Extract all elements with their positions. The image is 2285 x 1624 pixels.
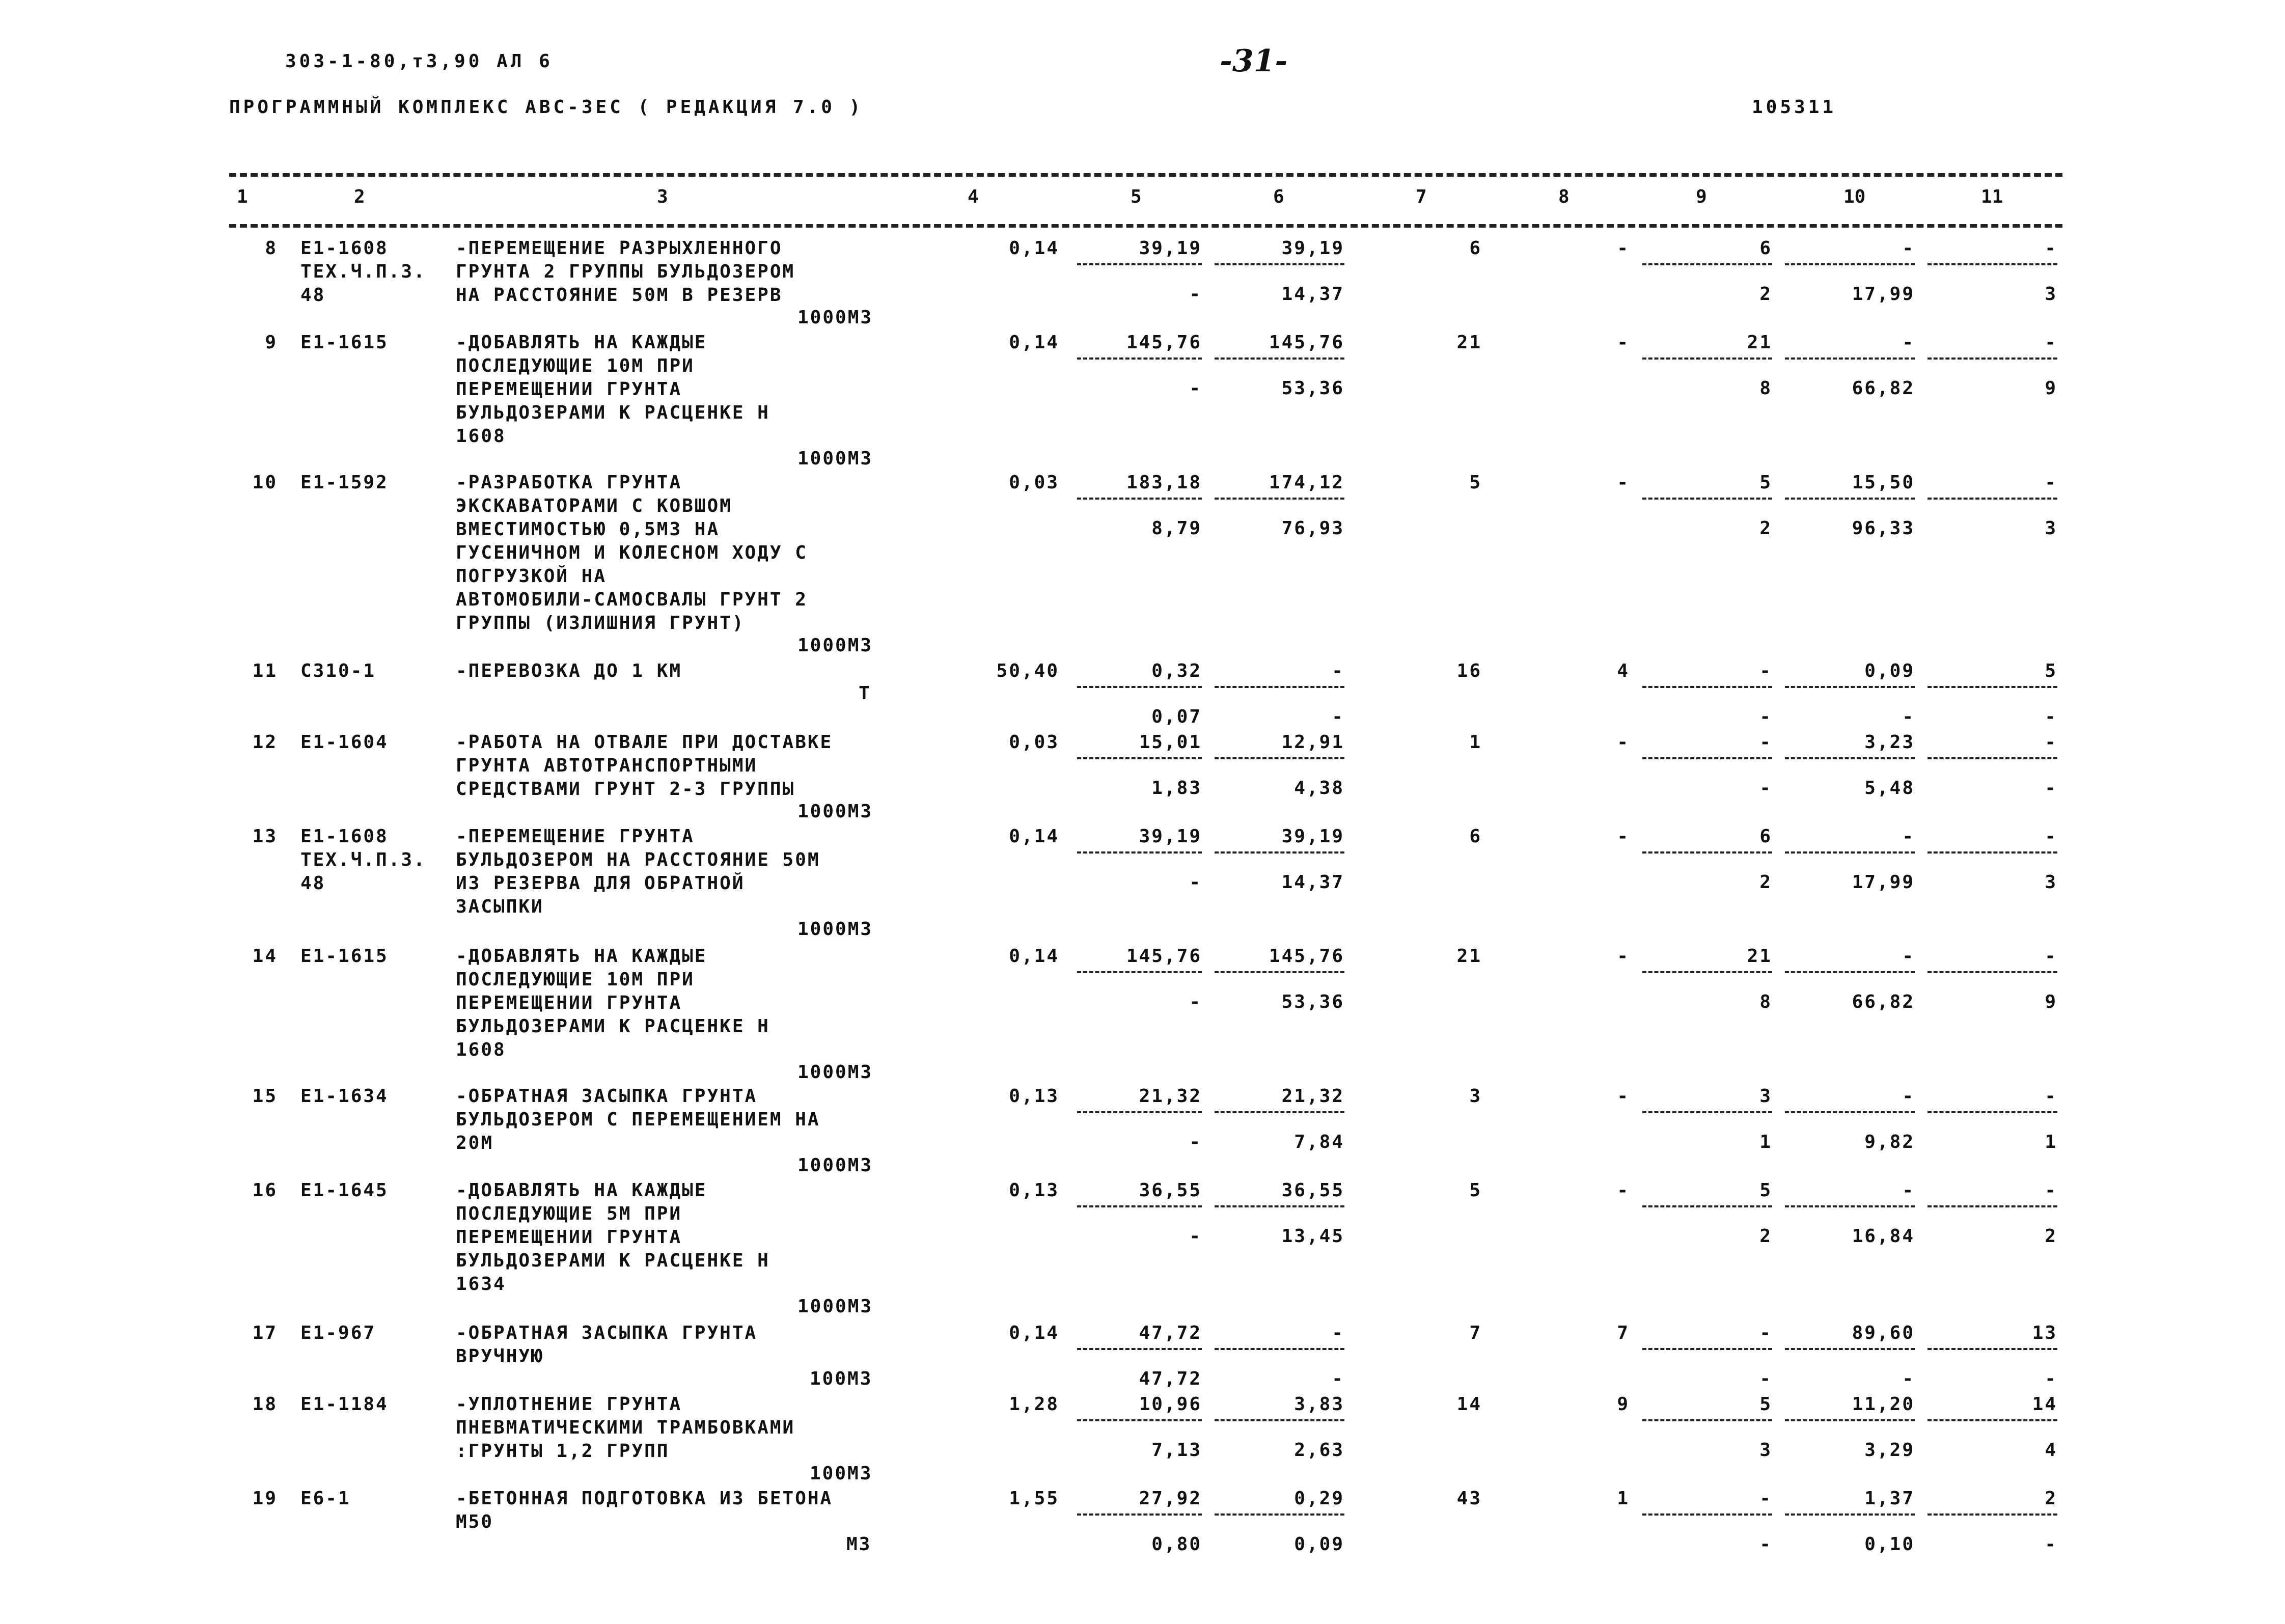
quantity: 0,13 bbox=[1009, 1180, 1059, 1201]
cost-materials: - bbox=[1332, 1368, 1344, 1389]
cost-direct: 0,32 bbox=[1151, 660, 1202, 681]
cell-divider bbox=[1077, 757, 1202, 759]
cell-divider bbox=[1077, 851, 1202, 854]
col-11-lower: 3 bbox=[2045, 284, 2057, 305]
col-7: 1 bbox=[1469, 732, 1482, 753]
measure-unit: 1000М3 bbox=[797, 1062, 873, 1083]
quantity: 1,28 bbox=[1009, 1394, 1059, 1415]
quantity: 0,14 bbox=[1009, 826, 1059, 847]
work-description: -УПЛОТНЕНИЕ ГРУНТА ПНЕВМАТИЧЕСКИМИ ТРАМБОВКАМИ :ГРУНТЫ 1,2 ГРУПП bbox=[456, 1394, 795, 1462]
col-10-lower: 0,10 bbox=[1864, 1534, 1915, 1555]
cell-divider bbox=[1785, 1348, 1915, 1350]
col-9-lower: - bbox=[1759, 706, 1772, 727]
quantity: 1,55 bbox=[1009, 1488, 1059, 1509]
col-9: 3 bbox=[1759, 1086, 1772, 1107]
col-8: - bbox=[1617, 1086, 1630, 1107]
cell-divider bbox=[1215, 1348, 1344, 1350]
col-11: - bbox=[2045, 472, 2057, 493]
quantity: 0,14 bbox=[1009, 1323, 1059, 1343]
col-11-lower: 3 bbox=[2045, 872, 2057, 893]
col-11-lower: - bbox=[2045, 1534, 2057, 1555]
work-description: -ОБРАТНАЯ ЗАСЫПКА ГРУНТА ВРУЧНУЮ bbox=[456, 1323, 758, 1367]
col-10-lower: 66,82 bbox=[1852, 378, 1915, 399]
col-9-lower: - bbox=[1759, 778, 1772, 799]
col-7: 21 bbox=[1456, 946, 1482, 967]
cell-divider bbox=[1642, 851, 1772, 854]
cell-divider bbox=[1928, 1419, 2057, 1421]
cell-divider bbox=[1077, 1205, 1202, 1207]
col-10-lower: - bbox=[1902, 706, 1915, 727]
cell-divider bbox=[1642, 686, 1772, 688]
work-code: Е1-1608 ТЕХ.Ч.П.З. 48 bbox=[300, 826, 426, 894]
work-description: -РАБОТА НА ОТВАЛЕ ПРИ ДОСТАВКЕ ГРУНТА АВТОТРАНСПОРТНЫМИ СРЕДСТВАМИ ГРУНТ 2-3 ГРУППЫ bbox=[456, 732, 833, 800]
cell-divider bbox=[1215, 1513, 1344, 1516]
col-9: - bbox=[1759, 660, 1772, 681]
col-9-lower: 1 bbox=[1759, 1132, 1772, 1152]
cell-divider bbox=[1928, 1111, 2057, 1113]
cell-divider bbox=[1077, 1111, 1202, 1113]
cost-materials: 14,37 bbox=[1281, 284, 1344, 305]
measure-unit: 1000М3 bbox=[797, 919, 873, 940]
quantity: 0,03 bbox=[1009, 472, 1059, 493]
cell-divider bbox=[1215, 263, 1344, 265]
col-7: 21 bbox=[1456, 332, 1482, 353]
row-number: 13 bbox=[252, 826, 278, 847]
col-9-lower: 2 bbox=[1759, 518, 1772, 539]
cell-divider bbox=[1077, 971, 1202, 973]
work-description: -ОБРАТНАЯ ЗАСЫПКА ГРУНТА БУЛЬДОЗЕРОМ С ПЕРЕМЕЩЕНИЕМ НА 20М bbox=[456, 1086, 820, 1153]
cell-divider bbox=[1642, 971, 1772, 973]
column-header-9: 9 bbox=[1696, 186, 1707, 207]
wage-operators: 7,13 bbox=[1151, 1440, 1202, 1461]
cell-divider bbox=[1215, 1419, 1344, 1421]
col-8: 9 bbox=[1617, 1394, 1630, 1415]
col-11-lower: 9 bbox=[2045, 378, 2057, 399]
cell-divider bbox=[1785, 1419, 1915, 1421]
cell-divider bbox=[1928, 851, 2057, 854]
row-number: 9 bbox=[265, 332, 278, 353]
col-8: 1 bbox=[1617, 1488, 1630, 1509]
cell-divider bbox=[1077, 686, 1202, 688]
cell-divider bbox=[1785, 686, 1915, 688]
col-11-lower: 9 bbox=[2045, 992, 2057, 1012]
quantity: 0,03 bbox=[1009, 732, 1059, 753]
measure-unit: 100М3 bbox=[810, 1368, 873, 1389]
cell-divider bbox=[1785, 1513, 1915, 1516]
cost-materials: 76,93 bbox=[1281, 518, 1344, 539]
cell-divider bbox=[1785, 851, 1915, 854]
measure-unit: 1000М3 bbox=[797, 801, 873, 822]
col-9-lower: 2 bbox=[1759, 872, 1772, 893]
work-description: -ДОБАВЛЯТЬ НА КАЖДЫЕ ПОСЛЕДУЮЩИЕ 10М ПРИ ПЕРЕМЕЩЕНИИ ГРУНТА БУЛЬДОЗЕРАМИ К РАСЦЕНКЕ Н 1608 bbox=[456, 946, 770, 1060]
col-11: 5 bbox=[2045, 660, 2057, 681]
row-number: 17 bbox=[252, 1323, 278, 1343]
col-11: - bbox=[2045, 946, 2057, 967]
cell-divider bbox=[1785, 498, 1915, 500]
measure-unit: 1000М3 bbox=[797, 635, 873, 656]
col-7: 43 bbox=[1456, 1488, 1482, 1509]
column-header-4: 4 bbox=[968, 186, 979, 207]
column-header-1: 1 bbox=[237, 186, 248, 207]
cell-divider bbox=[1928, 757, 2057, 759]
work-code: Е1-1184 bbox=[300, 1394, 389, 1415]
work-description: -ПЕРЕМЕЩЕНИЕ ГРУНТА БУЛЬДОЗЕРОМ НА РАССТОЯНИЕ 50М ИЗ РЕЗЕРВА ДЛЯ ОБРАТНОЙ ЗАСЫПКИ bbox=[456, 826, 820, 917]
row-number: 10 bbox=[252, 472, 278, 493]
row-number: 19 bbox=[252, 1488, 278, 1509]
table-top-rule bbox=[229, 173, 2062, 177]
col-7: 3 bbox=[1469, 1086, 1482, 1107]
cell-divider bbox=[1785, 971, 1915, 973]
col-10-lower: 9,82 bbox=[1864, 1132, 1915, 1152]
page-number: -31- bbox=[1220, 43, 1288, 79]
wage-operators: - bbox=[1189, 872, 1202, 893]
col-11: - bbox=[2045, 1086, 2057, 1107]
col-8: - bbox=[1617, 946, 1630, 967]
wage-operators: - bbox=[1189, 1226, 1202, 1247]
cell-divider bbox=[1215, 757, 1344, 759]
column-header-5: 5 bbox=[1131, 186, 1142, 207]
wage-operators: 8,79 bbox=[1151, 518, 1202, 539]
column-header-7: 7 bbox=[1416, 186, 1427, 207]
col-11-lower: 2 bbox=[2045, 1226, 2057, 1247]
cell-divider bbox=[1928, 263, 2057, 265]
wage-operators: 0,80 bbox=[1151, 1534, 1202, 1555]
wage-operators: - bbox=[1189, 992, 1202, 1012]
col-7: 6 bbox=[1469, 238, 1482, 259]
col-11: - bbox=[2045, 1180, 2057, 1201]
col-7: 16 bbox=[1456, 660, 1482, 681]
col-11: - bbox=[2045, 732, 2057, 753]
cost-direct: 10,96 bbox=[1139, 1394, 1202, 1415]
cost-machines: - bbox=[1332, 1323, 1344, 1343]
col-11-lower: - bbox=[2045, 706, 2057, 727]
col-9: 21 bbox=[1747, 332, 1772, 353]
col-8: - bbox=[1617, 826, 1630, 847]
measure-unit: Т bbox=[859, 683, 871, 704]
cost-machines: 3,83 bbox=[1294, 1394, 1344, 1415]
cost-machines: 39,19 bbox=[1281, 238, 1344, 259]
cell-divider bbox=[1642, 263, 1772, 265]
work-code: Е6-1 bbox=[300, 1488, 351, 1509]
work-description: -ДОБАВЛЯТЬ НА КАЖДЫЕ ПОСЛЕДУЮЩИЕ 10М ПРИ ПЕРЕМЕЩЕНИИ ГРУНТА БУЛЬДОЗЕРАМИ К РАСЦЕНКЕ Н 1608 bbox=[456, 332, 770, 447]
cell-divider bbox=[1077, 263, 1202, 265]
cell-divider bbox=[1642, 757, 1772, 759]
cost-materials: 53,36 bbox=[1281, 378, 1344, 399]
col-10: 11,20 bbox=[1852, 1394, 1915, 1415]
row-number: 14 bbox=[252, 946, 278, 967]
cell-divider bbox=[1785, 357, 1915, 360]
col-10: 3,23 bbox=[1864, 732, 1915, 753]
work-code: Е1-967 bbox=[300, 1323, 376, 1343]
col-10-lower: 5,48 bbox=[1864, 778, 1915, 799]
cell-divider bbox=[1077, 357, 1202, 360]
cost-materials: 4,38 bbox=[1294, 778, 1344, 799]
row-number: 12 bbox=[252, 732, 278, 753]
col-10-lower: 96,33 bbox=[1852, 518, 1915, 539]
col-9: - bbox=[1759, 1488, 1772, 1509]
col-10: - bbox=[1902, 1086, 1915, 1107]
col-11-lower: - bbox=[2045, 1368, 2057, 1389]
measure-unit: 1000М3 bbox=[797, 1155, 873, 1176]
col-10: 0,09 bbox=[1864, 660, 1915, 681]
wage-operators: - bbox=[1189, 284, 1202, 305]
wage-operators: - bbox=[1189, 1132, 1202, 1152]
col-8: - bbox=[1617, 472, 1630, 493]
column-header-6: 6 bbox=[1273, 186, 1284, 207]
col-11-lower: 4 bbox=[2045, 1440, 2057, 1461]
measure-unit: 1000М3 bbox=[797, 307, 873, 328]
cell-divider bbox=[1642, 1513, 1772, 1516]
cost-direct: 39,19 bbox=[1139, 238, 1202, 259]
cost-machines: 36,55 bbox=[1281, 1180, 1344, 1201]
cell-divider bbox=[1215, 1111, 1344, 1113]
col-10-lower: 66,82 bbox=[1852, 992, 1915, 1012]
cost-direct: 27,92 bbox=[1139, 1488, 1202, 1509]
cell-divider bbox=[1642, 357, 1772, 360]
measure-unit: 1000М3 bbox=[797, 448, 873, 469]
cost-direct: 183,18 bbox=[1126, 472, 1202, 493]
cost-machines: 12,91 bbox=[1281, 732, 1344, 753]
cost-materials: 14,37 bbox=[1281, 872, 1344, 893]
cost-machines: 39,19 bbox=[1281, 826, 1344, 847]
col-11: 14 bbox=[2032, 1394, 2057, 1415]
cell-divider bbox=[1928, 498, 2057, 500]
cell-divider bbox=[1928, 357, 2057, 360]
col-10: 1,37 bbox=[1864, 1488, 1915, 1509]
measure-unit: М3 bbox=[846, 1534, 872, 1555]
col-10: - bbox=[1902, 332, 1915, 353]
cell-divider bbox=[1928, 1205, 2057, 1207]
wage-operators: - bbox=[1189, 378, 1202, 399]
col-10-lower: 16,84 bbox=[1852, 1226, 1915, 1247]
row-number: 16 bbox=[252, 1180, 278, 1201]
col-9: 5 bbox=[1759, 1394, 1772, 1415]
cell-divider bbox=[1785, 263, 1915, 265]
measure-unit: 100М3 bbox=[810, 1463, 873, 1484]
col-8: - bbox=[1617, 238, 1630, 259]
column-header-8: 8 bbox=[1558, 186, 1570, 207]
col-9-lower: 2 bbox=[1759, 1226, 1772, 1247]
column-header-3: 3 bbox=[657, 186, 668, 207]
col-7: 6 bbox=[1469, 826, 1482, 847]
quantity: 0,13 bbox=[1009, 1086, 1059, 1107]
row-number: 11 bbox=[252, 660, 278, 681]
col-8: 4 bbox=[1617, 660, 1630, 681]
column-header-10: 10 bbox=[1843, 186, 1866, 207]
document-id: 105311 bbox=[1752, 97, 1837, 118]
cell-divider bbox=[1215, 1205, 1344, 1207]
col-7: 5 bbox=[1469, 1180, 1482, 1201]
work-code: Е1-1604 bbox=[300, 732, 389, 753]
cell-divider bbox=[1928, 1348, 2057, 1350]
col-9-lower: 3 bbox=[1759, 1440, 1772, 1461]
col-8: - bbox=[1617, 732, 1630, 753]
work-code: Е1-1608 ТЕХ.Ч.П.З. 48 bbox=[300, 238, 426, 306]
cell-divider bbox=[1928, 686, 2057, 688]
col-11: 2 bbox=[2045, 1488, 2057, 1509]
cell-divider bbox=[1215, 498, 1344, 500]
row-number: 18 bbox=[252, 1394, 278, 1415]
cost-machines: - bbox=[1332, 660, 1344, 681]
cost-machines: 145,76 bbox=[1269, 332, 1344, 353]
col-9: - bbox=[1759, 1323, 1772, 1343]
col-9: 5 bbox=[1759, 472, 1772, 493]
work-code: Е1-1592 bbox=[300, 472, 389, 493]
quantity: 0,14 bbox=[1009, 238, 1059, 259]
col-8: 7 bbox=[1617, 1323, 1630, 1343]
quantity: 50,40 bbox=[996, 660, 1059, 681]
wage-operators: 47,72 bbox=[1139, 1368, 1202, 1389]
cost-direct: 39,19 bbox=[1139, 826, 1202, 847]
work-description: -ДОБАВЛЯТЬ НА КАЖДЫЕ ПОСЛЕДУЮЩИЕ 5М ПРИ ПЕРЕМЕЩЕНИИ ГРУНТА БУЛЬДОЗЕРАМИ К РАСЦЕНКЕ Н 1634 bbox=[456, 1180, 770, 1295]
col-9: 6 bbox=[1759, 238, 1772, 259]
col-9-lower: 8 bbox=[1759, 992, 1772, 1012]
cost-machines: 0,29 bbox=[1294, 1488, 1344, 1509]
cost-machines: 174,12 bbox=[1269, 472, 1344, 493]
col-10: - bbox=[1902, 826, 1915, 847]
col-8: - bbox=[1617, 332, 1630, 353]
col-10-lower: 3,29 bbox=[1864, 1440, 1915, 1461]
cell-divider bbox=[1077, 1419, 1202, 1421]
cell-divider bbox=[1785, 1111, 1915, 1113]
work-code: С310-1 bbox=[300, 660, 376, 681]
cell-divider bbox=[1215, 686, 1344, 688]
cost-direct: 145,76 bbox=[1126, 946, 1202, 967]
col-10-lower: - bbox=[1902, 1368, 1915, 1389]
cell-divider bbox=[1642, 1205, 1772, 1207]
work-code: Е1-1634 bbox=[300, 1086, 389, 1107]
cell-divider bbox=[1785, 1205, 1915, 1207]
work-description: -ПЕРЕМЕЩЕНИЕ РАЗРЫХЛЕННОГО ГРУНТА 2 ГРУППЫ БУЛЬДОЗЕРОМ НА РАССТОЯНИЕ 50М В РЕЗЕРВ bbox=[456, 238, 795, 306]
col-10: - bbox=[1902, 946, 1915, 967]
cell-divider bbox=[1642, 1419, 1772, 1421]
col-7: 14 bbox=[1456, 1394, 1482, 1415]
col-11: - bbox=[2045, 826, 2057, 847]
col-11: - bbox=[2045, 238, 2057, 259]
cost-direct: 21,32 bbox=[1139, 1086, 1202, 1107]
cost-materials: - bbox=[1332, 706, 1344, 727]
col-9: - bbox=[1759, 732, 1772, 753]
cost-direct: 145,76 bbox=[1126, 332, 1202, 353]
cell-divider bbox=[1077, 1348, 1202, 1350]
cell-divider bbox=[1215, 971, 1344, 973]
measure-unit: 1000М3 bbox=[797, 1296, 873, 1317]
col-9: 6 bbox=[1759, 826, 1772, 847]
work-code: Е1-1615 bbox=[300, 332, 389, 353]
cost-direct: 47,72 bbox=[1139, 1323, 1202, 1343]
col-10: 15,50 bbox=[1852, 472, 1915, 493]
cost-materials: 0,09 bbox=[1294, 1534, 1344, 1555]
cost-direct: 15,01 bbox=[1139, 732, 1202, 753]
work-description: -РАЗРАБОТКА ГРУНТА ЭКСКАВАТОРАМИ С КОВШОМ ВМЕСТИМОСТЬЮ 0,5М3 НА ГУСЕНИЧНОМ И КОЛЕСНОМ ХОДУ С ПОГРУЗКОЙ НА АВТОМОБИЛИ-САМОСВАЛЫ ГРУНТ 2 ГРУППЫ (ИЗЛИШНИЯ ГРУНТ) bbox=[456, 472, 808, 634]
program-title: ПРОГРАММНЫЙ КОМПЛЕКС АВС-ЗЕС ( РЕДАКЦИЯ 7.0 ) bbox=[229, 97, 864, 118]
col-10: - bbox=[1902, 1180, 1915, 1201]
row-number: 15 bbox=[252, 1086, 278, 1107]
column-header-11: 11 bbox=[1981, 186, 2003, 207]
cost-machines: 145,76 bbox=[1269, 946, 1344, 967]
col-11-lower: - bbox=[2045, 778, 2057, 799]
row-number: 8 bbox=[265, 238, 278, 259]
quantity: 0,14 bbox=[1009, 332, 1059, 353]
col-9: 5 bbox=[1759, 1180, 1772, 1201]
column-header-2: 2 bbox=[354, 186, 365, 207]
col-7: 7 bbox=[1469, 1323, 1482, 1343]
col-10-lower: 17,99 bbox=[1852, 872, 1915, 893]
cell-divider bbox=[1785, 757, 1915, 759]
cell-divider bbox=[1928, 1513, 2057, 1516]
wage-operators: 1,83 bbox=[1151, 778, 1202, 799]
col-10-lower: 17,99 bbox=[1852, 284, 1915, 305]
document-code: 303-1-80,т3,90 АЛ 6 bbox=[285, 51, 553, 72]
col-9: 21 bbox=[1747, 946, 1772, 967]
work-description: -БЕТОННАЯ ПОДГОТОВКА ИЗ БЕТОНА М50 bbox=[456, 1488, 833, 1532]
work-code: Е1-1645 bbox=[300, 1180, 389, 1201]
cell-divider bbox=[1642, 1348, 1772, 1350]
cell-divider bbox=[1215, 851, 1344, 854]
col-11: - bbox=[2045, 332, 2057, 353]
cost-materials: 2,63 bbox=[1294, 1440, 1344, 1461]
work-code: Е1-1615 bbox=[300, 946, 389, 967]
col-10: - bbox=[1902, 238, 1915, 259]
col-11-lower: 1 bbox=[2045, 1132, 2057, 1152]
cost-materials: 53,36 bbox=[1281, 992, 1344, 1012]
col-8: - bbox=[1617, 1180, 1630, 1201]
cell-divider bbox=[1642, 1111, 1772, 1113]
col-9-lower: 2 bbox=[1759, 284, 1772, 305]
cost-materials: 13,45 bbox=[1281, 1226, 1344, 1247]
cell-divider bbox=[1928, 971, 2057, 973]
col-9-lower: 8 bbox=[1759, 378, 1772, 399]
col-10: 89,60 bbox=[1852, 1323, 1915, 1343]
col-9-lower: - bbox=[1759, 1534, 1772, 1555]
cell-divider bbox=[1642, 498, 1772, 500]
table-header-rule bbox=[229, 224, 2062, 228]
cost-materials: 7,84 bbox=[1294, 1132, 1344, 1152]
col-9-lower: - bbox=[1759, 1368, 1772, 1389]
cell-divider bbox=[1215, 357, 1344, 360]
col-11-lower: 3 bbox=[2045, 518, 2057, 539]
cell-divider bbox=[1077, 1513, 1202, 1516]
cell-divider bbox=[1077, 498, 1202, 500]
cost-direct: 36,55 bbox=[1139, 1180, 1202, 1201]
quantity: 0,14 bbox=[1009, 946, 1059, 967]
col-11: 13 bbox=[2032, 1323, 2057, 1343]
cost-machines: 21,32 bbox=[1281, 1086, 1344, 1107]
wage-operators: 0,07 bbox=[1151, 706, 1202, 727]
col-7: 5 bbox=[1469, 472, 1482, 493]
work-description: -ПЕРЕВОЗКА ДО 1 КМ bbox=[456, 660, 682, 681]
